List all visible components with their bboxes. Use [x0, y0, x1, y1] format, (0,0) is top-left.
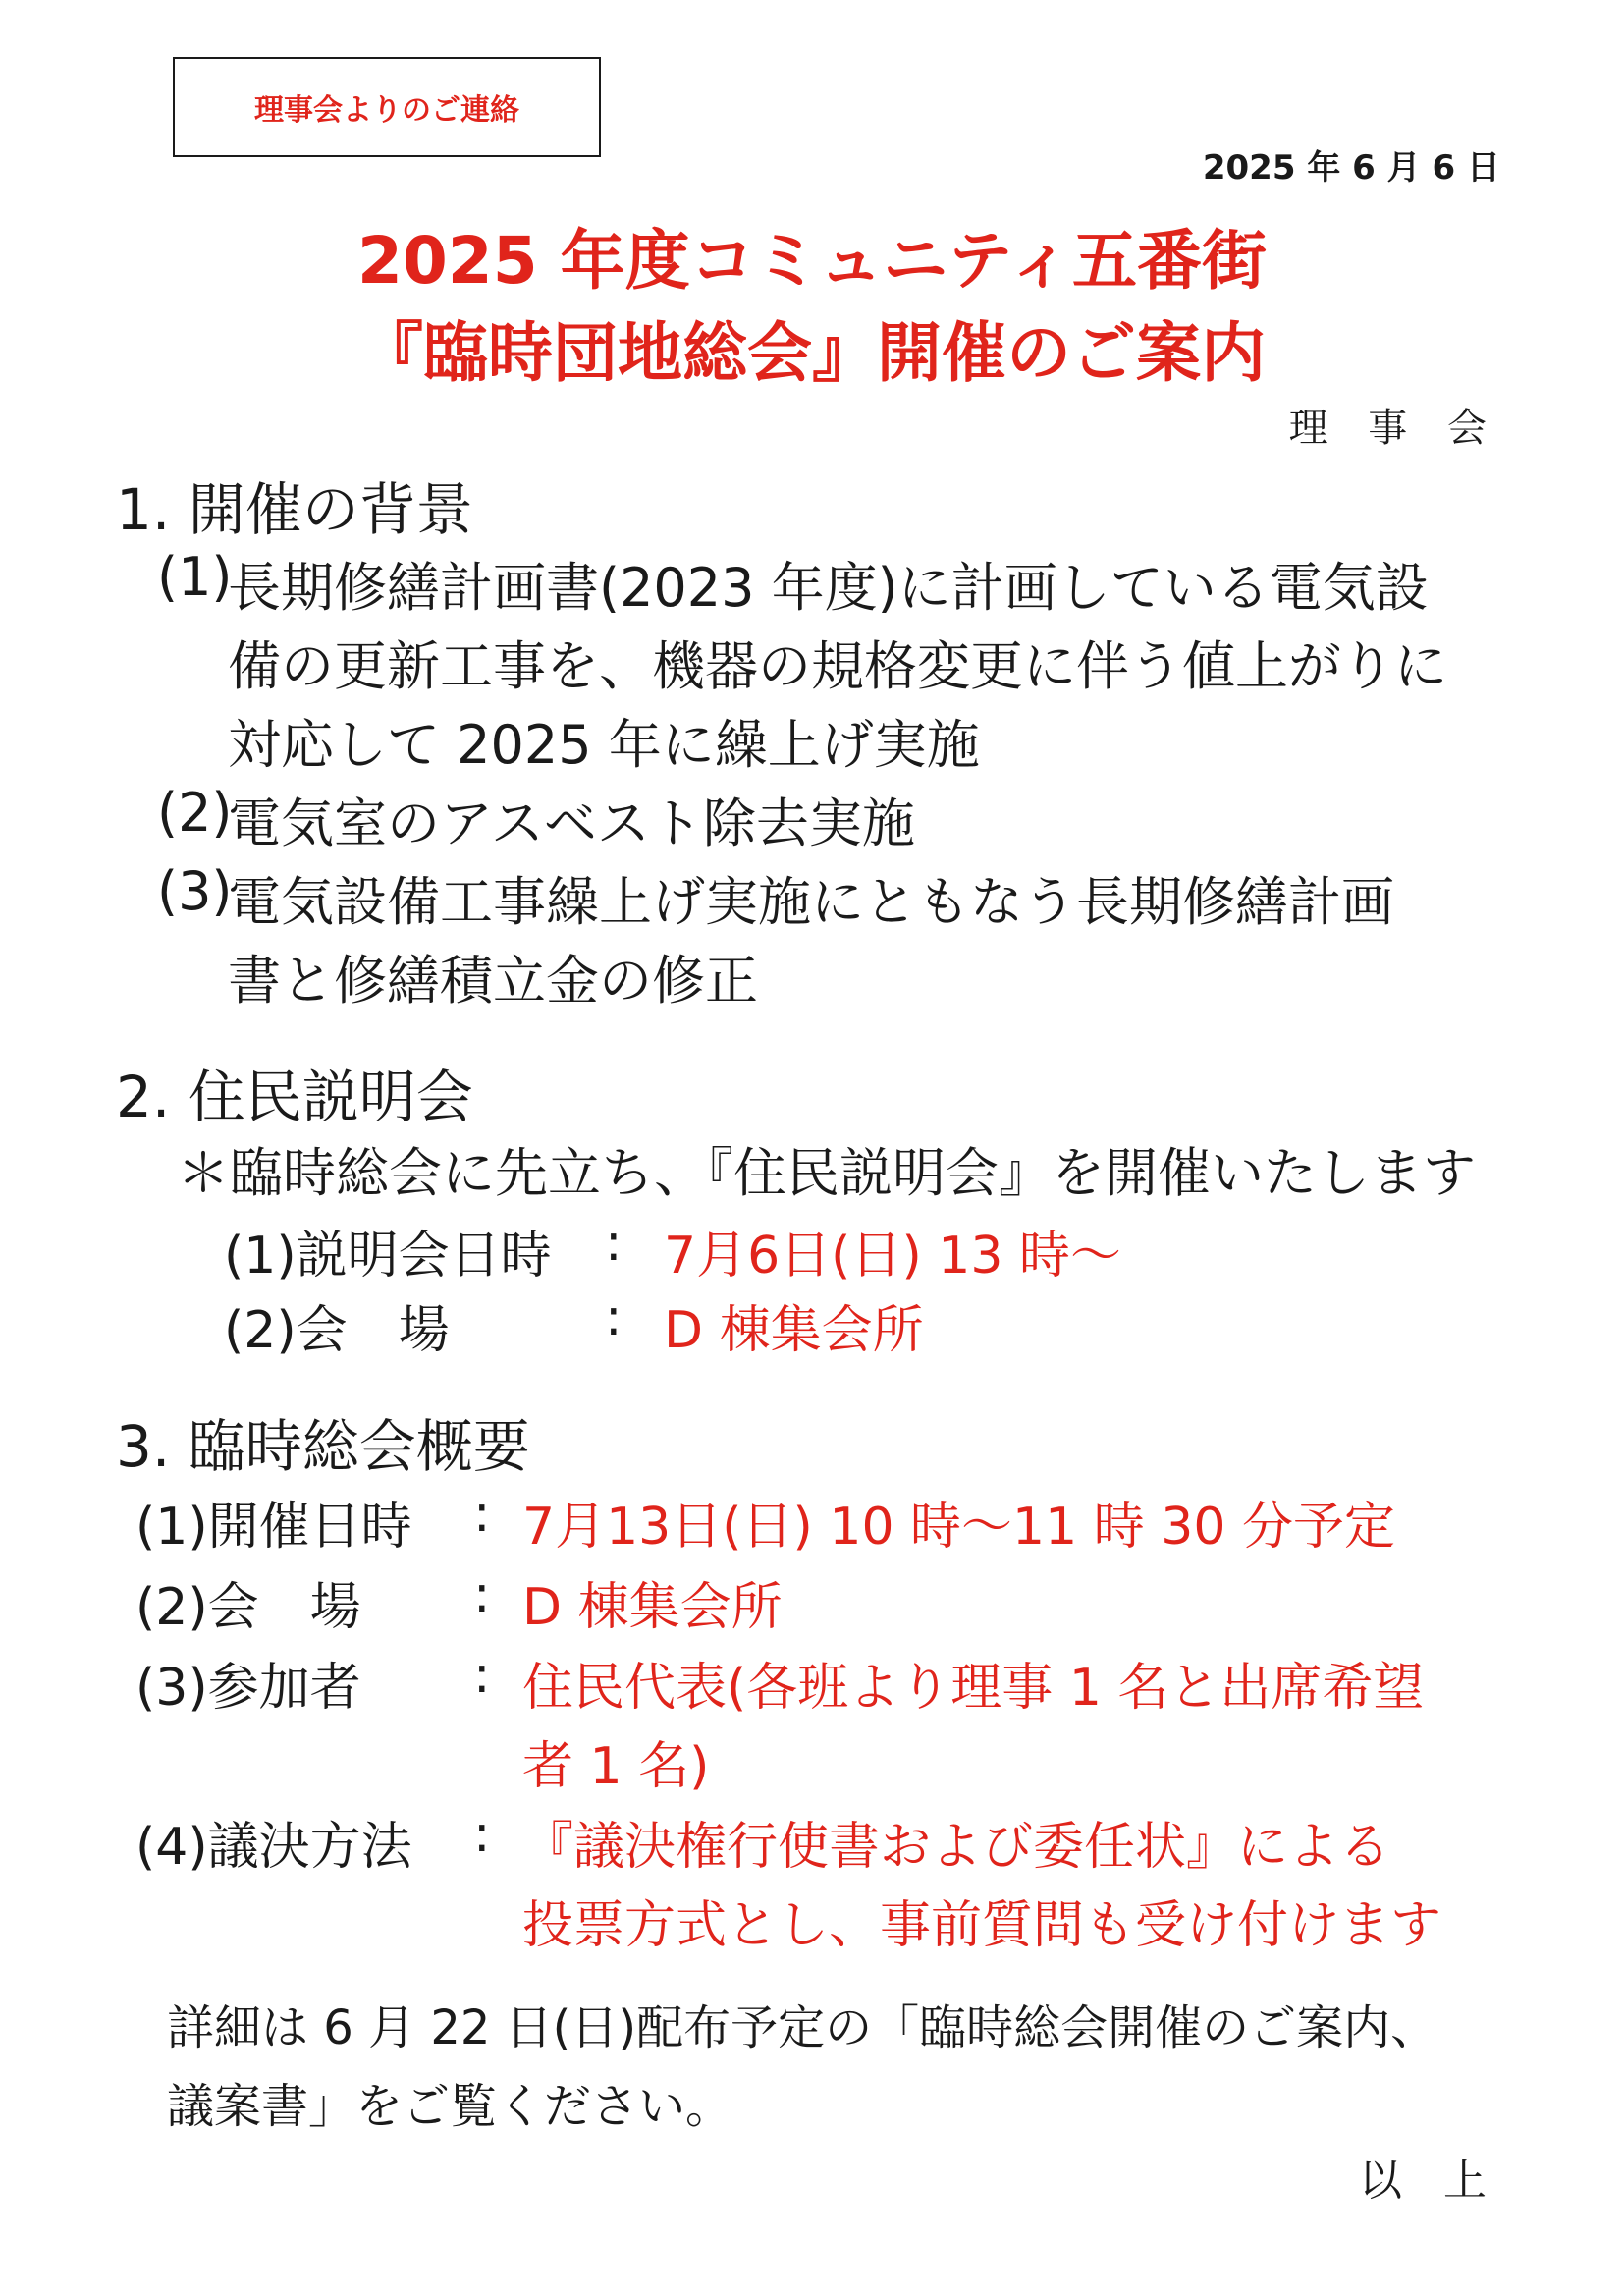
section1-item2-number: (2)	[157, 782, 233, 844]
notice-label: 理事会よりのご連絡	[173, 57, 601, 157]
voting-method-label: (4)議決方法	[135, 1818, 412, 1877]
participants-colon: :	[473, 1646, 491, 1705]
voting-method-line1: 『議決権行使書および委任状』による	[522, 1818, 1391, 1877]
meeting-datetime-value: 7月13日(日) 10 時～11 時 30 分予定	[522, 1498, 1395, 1557]
document-date: 2025 年 6 月 6 日	[1202, 148, 1500, 188]
details-line1: 詳細は 6 月 22 日(日)配布予定の「臨時総会開催のご案内、	[167, 2000, 1438, 2055]
briefing-datetime-value: 7月6日(日) 13 時～	[664, 1227, 1121, 1285]
participants-line1: 住民代表(各班より理事 1 名と出席希望	[522, 1659, 1425, 1718]
section1-item3-line2: 書と修繕積立金の修正	[228, 950, 758, 1011]
voting-method-line2: 投票方式とし、事前質問も受け付けます	[522, 1896, 1442, 1955]
closing-mark: 以 上	[1359, 2156, 1500, 2206]
voting-method-colon: :	[473, 1805, 491, 1864]
briefing-venue-label: (2)会 場	[224, 1301, 450, 1360]
section1-item3-line1: 電気設備工事繰上げ実施にともなう長期修繕計画	[228, 871, 1394, 933]
title-line-1: 2025 年度コミュニティ五番街	[356, 223, 1268, 299]
section1-heading: 1. 開催の背景	[116, 476, 473, 543]
section1-item1-line2: 備の更新工事を、機器の規格変更に伴う値上がりに	[228, 635, 1447, 697]
briefing-venue-value: D 棟集会所	[664, 1301, 924, 1360]
meeting-venue-colon: :	[473, 1565, 491, 1624]
section1-item2-text: 電気室のアスベスト除去実施	[228, 793, 915, 854]
section3-heading: 3. 臨時総会概要	[116, 1413, 530, 1480]
section1-item1-line1: 長期修繕計画書(2023 年度)に計画している電気設	[228, 557, 1429, 619]
details-line2: 議案書」をご覧ください。	[167, 2079, 733, 2134]
section2-note: ＊臨時総会に先立ち、『住民説明会』を開催いたします	[177, 1142, 1476, 1204]
meeting-datetime-label: (1)開催日時	[135, 1498, 412, 1557]
participants-label: (3)参加者	[135, 1659, 361, 1718]
participants-line2: 者 1 名)	[522, 1737, 710, 1796]
meeting-datetime-colon: :	[473, 1485, 491, 1544]
briefing-datetime-label: (1)説明会日時	[224, 1227, 552, 1285]
section1-item3-number: (3)	[157, 860, 233, 922]
section2-heading: 2. 住民説明会	[116, 1064, 473, 1130]
briefing-venue-colon: :	[605, 1288, 623, 1347]
section1-item1-number: (1)	[157, 546, 233, 608]
meeting-venue-label: (2)会 場	[135, 1578, 361, 1637]
title-line-2: 『臨時団地総会』開催のご案内	[358, 315, 1266, 391]
briefing-datetime-colon: :	[605, 1214, 623, 1273]
meeting-venue-value: D 棟集会所	[522, 1578, 783, 1637]
section1-item1-line3: 対応して 2025 年に繰上げ実施	[228, 714, 980, 776]
issuer: 理 事 会	[1288, 406, 1500, 451]
